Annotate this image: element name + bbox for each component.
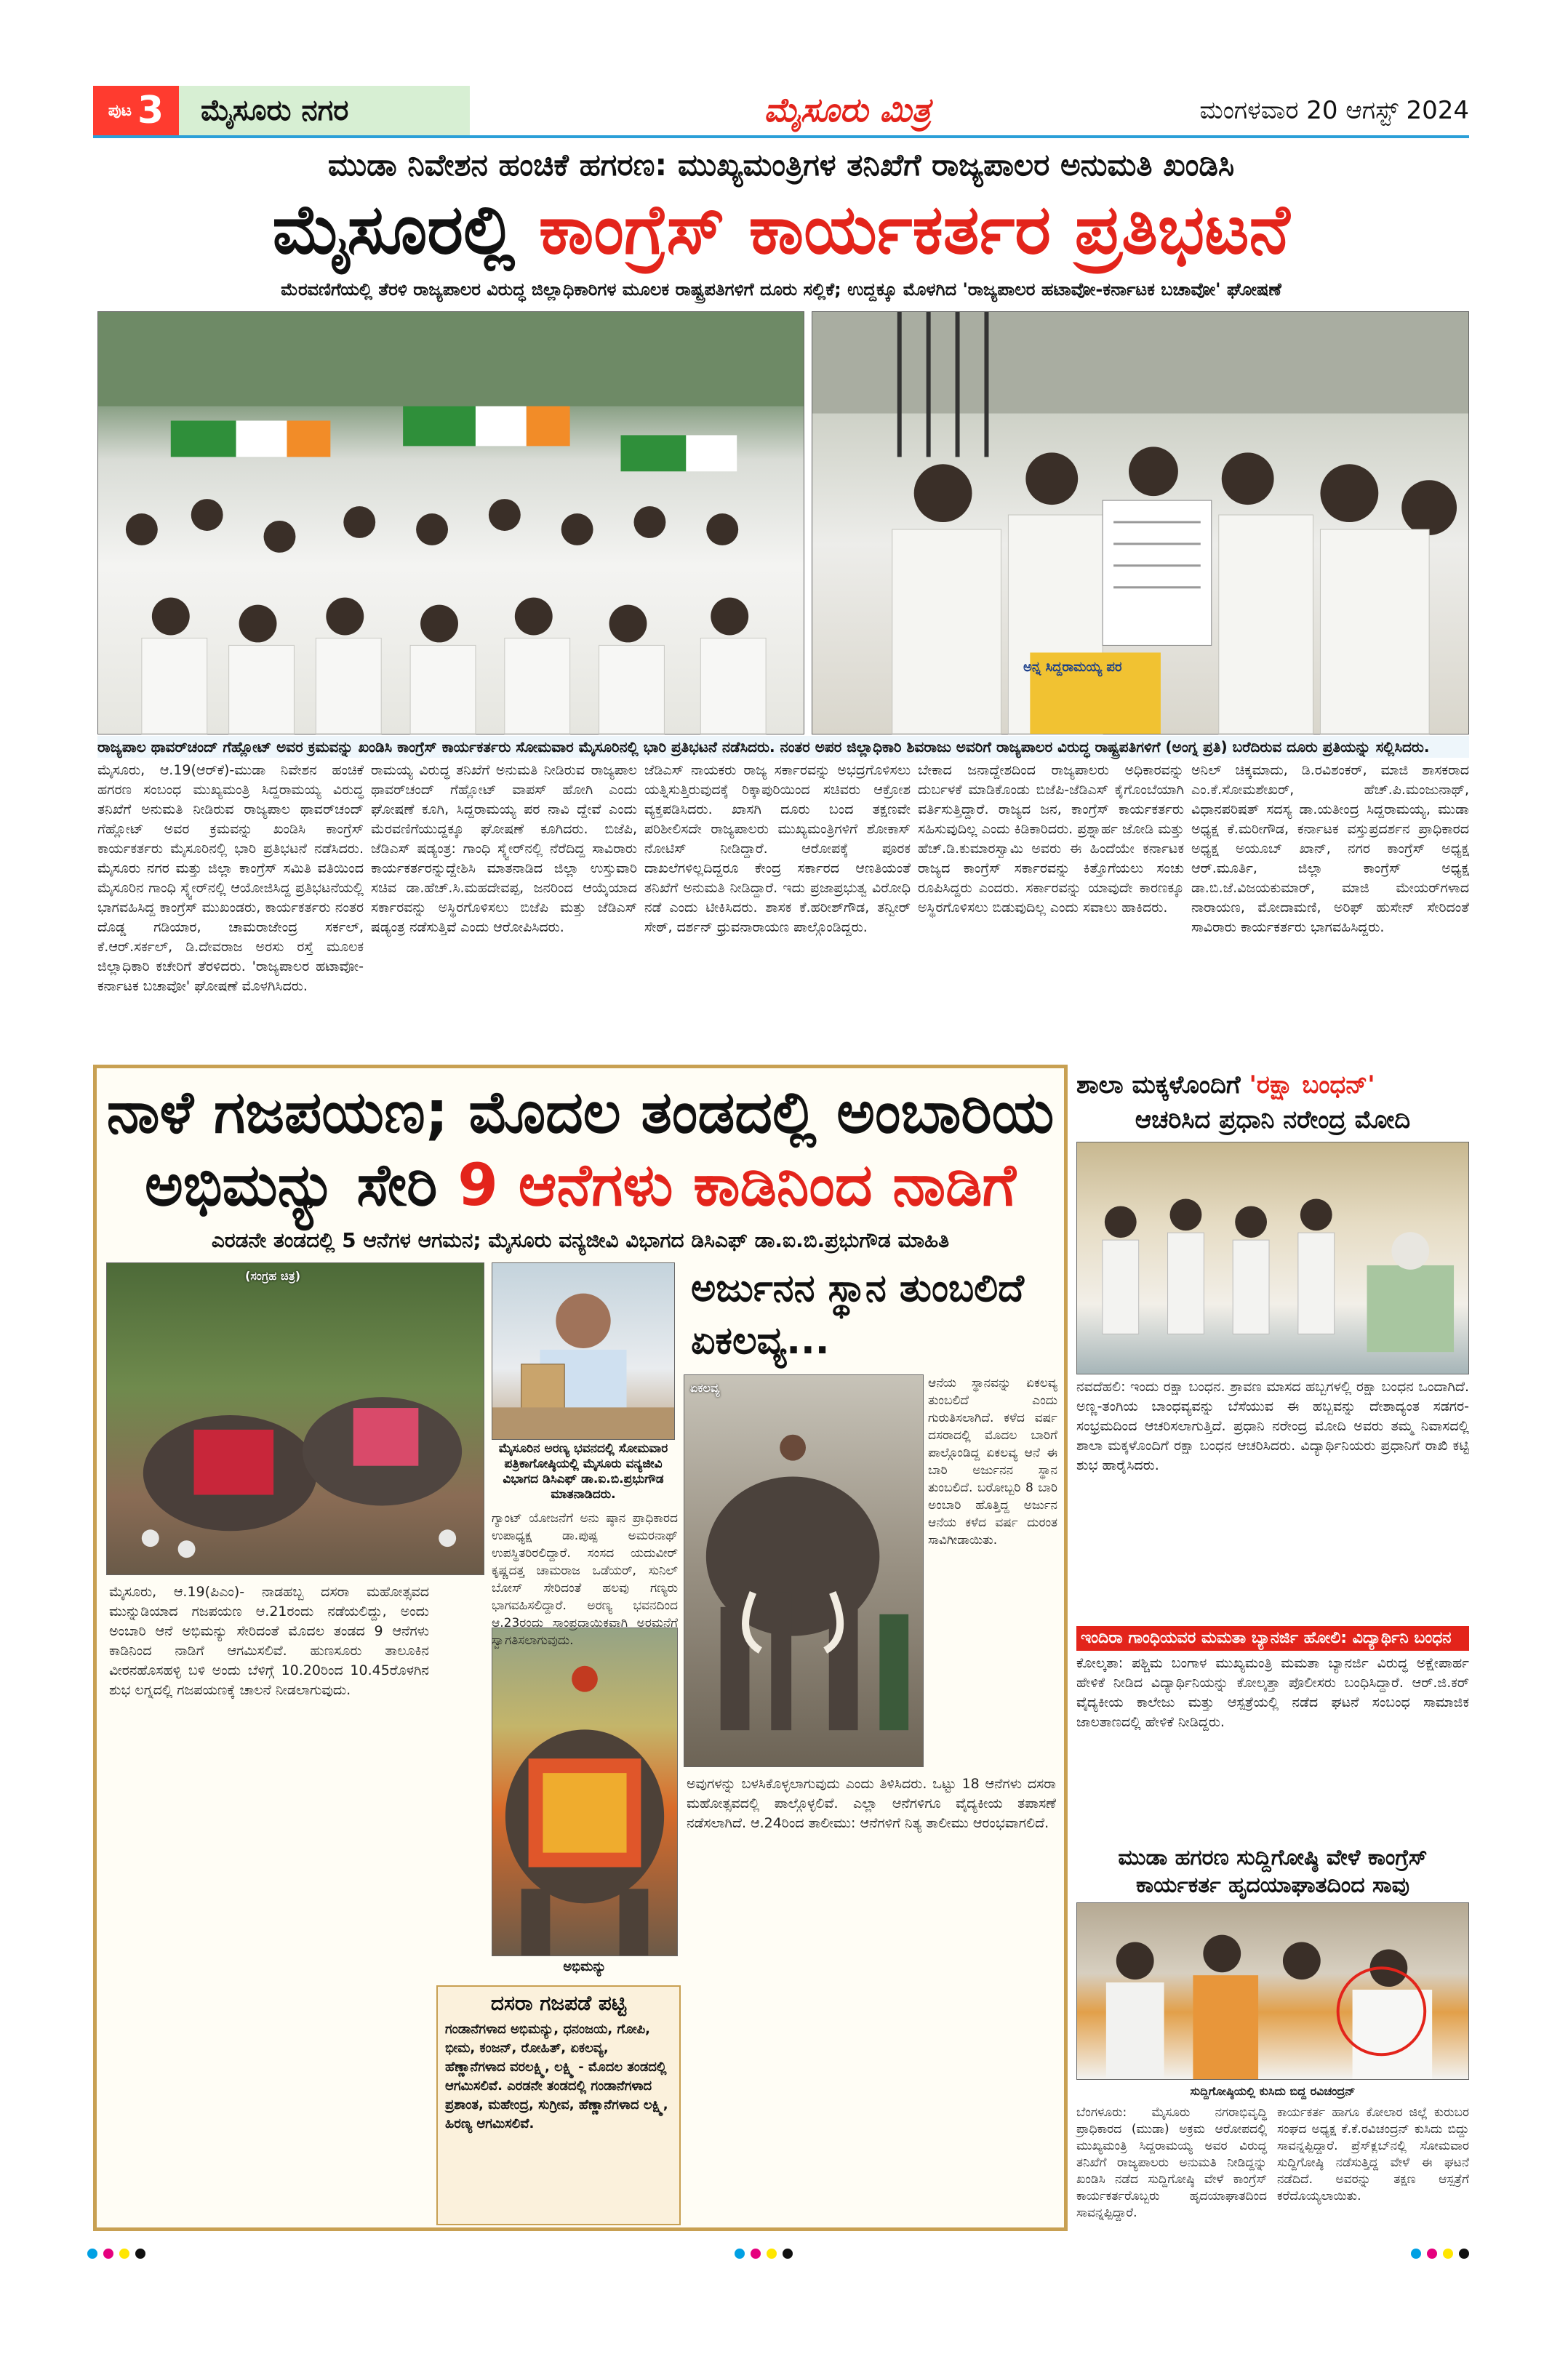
raksha-headline-line2: ಆಚರಿಸಿದ ಪ್ರಧಾನಿ ನರೇಂದ್ರ ಮೋದಿ	[1135, 1105, 1411, 1134]
registration-dot	[1443, 2249, 1453, 2259]
lead-photo-caption: ರಾಜ್ಯಪಾಲ ಥಾವರ್‌ಚಂದ್ ಗೆಹ್ಲೋಟ್ ಅವರ ಕ್ರಮವನ್ನು ಖಂಡಿಸಿ ಕಾಂಗ್ರೆಸ್ ಕಾರ್ಯಕರ್ತರು ಸೋಮವಾರ ಮೈಸೂರಿನಲ್ಲಿ ಭಾರಿ ಪ್ರತಿಭಟನೆ ನಡೆಸಿದರು. ನಂತರ ಅಪರ ಜಿಲ್ಲಾಧಿಕಾರಿ ಶಿವರಾಜು ಅವರಿಗೆ ರಾಜ್ಯಪಾಲರ ವಿರುದ್ಧ ರಾಷ್ಟ್ರಪತಿಗಳಿಗೆ (ಅಂಗ್ನ ಪ್ರತಿ) ಬರೆದಿರುವ ದೂರು ಪ್ರತಿಯನ್ನು ಸಲ್ಲಿಸಿದರು.	[97, 736, 1469, 758]
gajapayana-headline-red: 9 ಆನೆಗಳು ಕಾಡಿನಿಂದ ನಾಡಿಗೆ	[457, 1151, 1016, 1219]
lead-column-1: ಮೈಸೂರು, ಆ.19(ಆರ್‌ಕೆ)-ಮುಡಾ ನಿವೇಶನ ಹಂಚಿಕೆ ಹಗರಣ ಸಂಬಂಧ ಮುಖ್ಯಮಂತ್ರಿ ಸಿದ್ದರಾಮಯ್ಯ ವಿರುದ್ಧ ತನಿಖೆಗೆ ಅನುಮತಿ ನೀಡಿರುವ ರಾಜ್ಯಪಾಲ ಥಾವರ್‌ಚಂದ್ ಗೆಹ್ಲೋಟ್ ಅವರ ಕ್ರಮವನ್ನು ಖಂಡಿಸಿ ಕಾಂಗ್ರೆಸ್ ಕಾರ್ಯಕರ್ತರು ಮೈಸೂರಿನಲ್ಲಿ ಭಾರಿ ಪ್ರತಿಭಟನೆ ನಡೆಸಿದರು. ಮೈಸೂರು ನಗರ ಮತ್ತು ಜಿಲ್ಲಾ ಕಾಂಗ್ರೆಸ್ ಸಮಿತಿ ವತಿಯಿಂದ ಮೈಸೂರಿನ ಗಾಂಧಿ ಸ್ಕ್ವೇರ್‌ನಲ್ಲಿ ಆಯೋಜಿಸಿದ್ದ ಪ್ರತಿಭಟನೆಯಲ್ಲಿ ಭಾಗವಹಿಸಿದ್ದ ಕಾಂಗ್ರೆಸ್ ಮುಖಂಡರು, ಕಾರ್ಯಕರ್ತರು ನಂತರ ದೊಡ್ಡ ಗಡಿಯಾರ, ಚಾಮರಾಜೇಂದ್ರ ಸರ್ಕಲ್, ಕೆ.ಆರ್.ಸರ್ಕಲ್, ಡಿ.ದೇವರಾಜ ಅರಸು ರಸ್ತೆ ಮೂಲಕ ಜಿಲ್ಲಾಧಿಕಾರಿ ಕಚೇರಿಗೆ ತೆರಳಿದರು. 'ರಾಜ್ಯಪಾಲರ ಹಟಾವೋ-ಕರ್ನಾಟಕ ಬಚಾವೋ' ಘೋಷಣೆ ಮೊಳಗಿಸಿದರು.	[97, 762, 364, 994]
abhimanyu-illustration	[492, 1628, 677, 1955]
gajapayana-headline-line1: ನಾಳೆ ಗಜಪಯಣ; ಮೊದಲ ತಂಡದಲ್ಲಿ ಅಂಬಾರಿಯ	[106, 1078, 1055, 1146]
page-label: ಪುಟ	[108, 101, 132, 120]
page-number: 3	[137, 89, 164, 132]
lead-column-3: ಜೆಡಿಎಸ್ ನಾಯಕರು ರಾಜ್ಯ ಸರ್ಕಾರವನ್ನು ಅಭದ್ರಗೊಳಿಸಲು ಯತ್ನಿಸುತ್ತಿರುವುದಕ್ಕೆ ರಿಕ್ಕಾಪುರಿಯಿಂದ ಸಚಿವರು ಆಕ್ರೋಶ ವ್ಯಕ್ತಪಡಿಸಿದರು. ಖಾಸಗಿ ದೂರು ಬಂದ ತಕ್ಷಣವೇ ಪರಿಶೀಲಿಸದೇ ರಾಜ್ಯಪಾಲರು ಮುಖ್ಯಮಂತ್ರಿಗಳಿಗೆ ಶೋಕಾಸ್ ನೋಟಿಸ್ ನೀಡಿದ್ದಾರೆ. ಆರೋಪಕ್ಕೆ ಪೂರಕ ದಾಖಲೆಗಳಿಲ್ಲದಿದ್ದರೂ ಕೇಂದ್ರ ಸರ್ಕಾರದ ಆಣತಿಯಂತೆ ತನಿಖೆಗೆ ಅನುಮತಿ ನೀಡಿದ್ದಾರೆ. ಇದು ಪ್ರಜಾಪ್ರಭುತ್ವ ವಿರೋಧಿ ನಡೆ ಎಂದು ಟೀಕಿಸಿದರು. ಶಾಸಕ ಕೆ.ಹರೀಶ್‌ಗೌಡ, ತನ್ವೀರ್ ಸೇಠ್, ದರ್ಶನ್ ಧ್ರುವನಾರಾಯಣ ಪಾಲ್ಗೊಂಡಿದ್ದರು.	[644, 762, 911, 935]
lead-column-4: ಬೇಕಾದ ಜನಾದ್ದೇಶದಿಂದ ರಾಜ್ಯಪಾಲರು ಅಧಿಕಾರವನ್ನು ದುರ್ಬಳಕೆ ಮಾಡಿಕೊಂಡು ಬಿಜೆಪಿ-ಜೆಡಿಎಸ್ ಕೈಗೊಂಬೆಯಾಗಿ ವರ್ತಿಸುತ್ತಿದ್ದಾರೆ. ರಾಜ್ಯದ ಜನ, ಕಾಂಗ್ರೆಸ್ ಕಾರ್ಯಕರ್ತರು ಸಹಿಸುವುದಿಲ್ಲ ಎಂದು ಕಿಡಿಕಾರಿದರು. ಪ್ರಶ್ನಾರ್ಹ ಜೋಡಿ ಮತ್ತು ಹೆಚ್.ಡಿ.ಕುಮಾರಸ್ವಾಮಿ ಅವರು ಈ ಹಿಂದೆಯೇ ಕರ್ನಾಟಕ ರಾಜ್ಯದ ಕಾಂಗ್ರೆಸ್ ಸರ್ಕಾರವನ್ನು ಕಿತ್ತೊಗೆಯಲು ಸಂಚು ರೂಪಿಸಿದ್ದರು ಎಂದರು. ಸರ್ಕಾರವನ್ನು ಯಾವುದೇ ಕಾರಣಕ್ಕೂ ಅಸ್ಥಿರಗೊಳಿಸಲು ಬಿಡುವುದಿಲ್ಲ ಎಂದು ಸವಾಲು ಹಾಕಿದರು.	[918, 762, 1184, 916]
ekalavya-label: ಏಕಲವ್ಯ	[690, 1381, 720, 1395]
color-registration-right	[1411, 2249, 1469, 2259]
muda-column-2: ಕಾರ್ಯಕರ್ತ ಹಾಗೂ ಕೋಲಾರ ಜಿಲ್ಲೆ ಕುರುಬರ ಸಂಘದ ಅಧ್ಯಕ್ಷ ಕೆ.ಕೆ.ರವಿಚಂದ್ರನ್ ಕುಸಿದು ಬಿದ್ದು ಸಾವನ್ನಪ್ಪಿದ್ದಾರೆ. ಪ್ರೆಸ್‌ಕ್ಲಬ್‌ನಲ್ಲಿ ಸೋಮವಾರ ಸುದ್ದಿಗೋಷ್ಠಿ ನಡೆಸುತ್ತಿದ್ದ ವೇಳೆ ಈ ಘಟನೆ ನಡೆದಿದೆ. ಅವರನ್ನು ತಕ್ಷಣ ಆಸ್ಪತ್ರೆಗೆ ಕರೆದೊಯ್ಯಲಾಯಿತು.	[1277, 2105, 1469, 2203]
arjuna-headline: ಅರ್ಜುನನ ಸ್ಥಾನ ತುಂಬಲಿದೆ ಏಕಲವ್ಯ...	[691, 1267, 1024, 1363]
abhimanyu-caption: ಅಭಿಮನ್ಯು	[563, 1959, 607, 1974]
paper-name: ಮೈಸೂರು ಮಿತ್ರ	[764, 90, 931, 129]
ekalavya-elephant-photo	[684, 1374, 924, 1767]
lead-headline	[93, 191, 1469, 271]
registration-dot	[767, 2249, 777, 2259]
memorandum-submission-photo	[812, 311, 1469, 734]
protest-crowd-illustration	[98, 312, 804, 734]
officer-illustration	[492, 1263, 674, 1439]
raksha-headline-line1	[1076, 1068, 1469, 1102]
muda-pressmeet-headline: ಮುಡಾ ಹಗರಣ ಸುದ್ದಿಗೋಷ್ಠಿ ವೇಳೆ ಕಾಂಗ್ರೆಸ್ ಕಾರ್ಯಕರ್ತ ಹೃದಯಾಘಾತದಿಂದ ಸಾವು	[1118, 1845, 1428, 1898]
color-registration-left	[87, 2249, 145, 2259]
registration-dot	[1459, 2249, 1469, 2259]
ekalavya-illustration	[684, 1375, 923, 1766]
banner-text: ಅನ್ನ ಸಿದ್ದರಾಮಯ್ಯ ಪರ	[1023, 660, 1122, 675]
elephant-procession-photo	[106, 1262, 484, 1575]
photo-archive-label: (ಸಂಗ್ರಹ ಚಿತ್ರ)	[245, 1269, 301, 1283]
student-arrest-body: ಕೋಲ್ಕತಾ: ಪಶ್ಚಿಮ ಬಂಗಾಳ ಮುಖ್ಯಮಂತ್ರಿ ಮಮತಾ ಬ್ಯಾನರ್ಜಿ ವಿರುದ್ಧ ಅಕ್ಷೇಪಾರ್ಹ ಹೇಳಿಕೆ ನೀಡಿದ ವಿದ್ಯಾರ್ಥಿನಿಯನ್ನು ಕೋಲ್ಕತ್ತಾ ಪೊಲೀಸರು ಬಂಧಿಸಿದ್ದಾರೆ. ಆರ್.ಜಿ.ಕರ್ ವೈದ್ಯಕೀಯ ಕಾಲೇಜು ಮತ್ತು ಆಸ್ಪತ್ರೆಯಲ್ಲಿ ನಡೆದ ಘಟನೆ ಸಂಬಂಧ ಸಾಮಾಜಿಕ ಜಾಲತಾಣದಲ್ಲಿ ಹೇಳಿಕೆ ನೀಡಿದ್ದರು.	[1076, 1655, 1469, 1730]
raksha-headline-black: ಶಾಲಾ ಮಕ್ಕಳೊಂದಿಗೆ	[1076, 1070, 1241, 1100]
raksha-bandhan-photo	[1076, 1142, 1469, 1374]
lead-column-2: ರಾಮಯ್ಯ ವಿರುದ್ಧ ತನಿಖೆಗೆ ಅನುಮತಿ ನೀಡಿರುವ ರಾಜ್ಯಪಾಲ ಥಾವರ್‌ಚಂದ್ ಗೆಹ್ಲೋಟ್ ವಾಪಸ್ ಹೋಗಿ ಎಂದು ಘೋಷಣೆ ಕೂಗಿ, ಸಿದ್ದರಾಮಯ್ಯ ಪರ ನಾವಿ ದ್ದೇವೆ ಎಂದು ಮೆರವಣಿಗೆಯುದ್ದಕ್ಕೂ ಘೋಷಣೆ ಕೂಗಿದರು. ಬಿಜೆಪಿ, ಜೆಡಿಎಸ್ ಷಡ್ಯಂತ್ರ: ಗಾಂಧಿ ಸ್ಕ್ವೇರ್‌ನಲ್ಲಿ ನೆರೆದಿದ್ದ ಸಾವಿರಾರು ಕಾರ್ಯಕರ್ತರನ್ನುದ್ದೇಶಿಸಿ ಮಾತನಾಡಿದ ಜಿಲ್ಲಾ ಉಸ್ತುವಾರಿ ಸಚಿವ ಡಾ.ಹೆಚ್.ಸಿ.ಮಹದೇವಪ್ಪ, ಜನರಿಂದ ಆಯ್ಕೆಯಾದ ಸರ್ಕಾರವನ್ನು ಅಸ್ಥಿರಗೊಳಿಸಲು ಬಿಜೆಪಿ ಮತ್ತು ಜೆಡಿಎಸ್ ಷಡ್ಯಂತ್ರ ನಡೆಸುತ್ತಿವೆ ಎಂದು ಆರೋಪಿಸಿದರು.	[371, 762, 637, 935]
abhimanyu-elephant-photo	[492, 1628, 678, 1956]
protest-march-photo	[97, 311, 804, 734]
raksha-headline-red: 'ರಕ್ಷಾ ಬಂಧನ್'	[1249, 1070, 1375, 1100]
registration-dot	[103, 2249, 113, 2259]
raksha-body: ನವದೆಹಲಿ: ಇಂದು ರಕ್ಷಾ ಬಂಧನ. ಶ್ರಾವಣ ಮಾಸದ ಹಬ್ಬಗಳಲ್ಲಿ ರಕ್ಷಾ ಬಂಧನ ಒಂದಾಗಿದೆ. ಅಣ್ಣ-ತಂಗಿಯ ಬಾಂಧವ್ಯವನ್ನು ಬೆಸೆಯುವ ಈ ಹಬ್ಬವನ್ನು ದೇಶಾದ್ಯಂತ ಸಡಗರ-ಸಂಭ್ರಮದಿಂದ ಆಚರಿಸಲಾಗುತ್ತಿದೆ. ಪ್ರಧಾನಿ ನರೇಂದ್ರ ಮೋದಿ ಅವರು ತಮ್ಮ ನಿವಾಸದಲ್ಲಿ ಶಾಲಾ ಮಕ್ಕಳೊಂದಿಗೆ ರಕ್ಷಾ ಬಂಧನ ಆಚರಿಸಿದರು. ವಿದ್ಯಾರ್ಥಿನಿಯರು ಪ್ರಧಾನಿಗೆ ರಾಖಿ ಕಟ್ಟಿ ಶುಭ ಹಾರೈಸಿದರು.	[1076, 1379, 1469, 1473]
raksha-illustration	[1077, 1142, 1468, 1374]
lead-headline-red: ಕಾಂಗ್ರೆಸ್ ಕಾರ್ಯಕರ್ತರ ಪ್ರತಿಭಟನೆ	[538, 191, 1290, 270]
gajapayana-column-4: ಅವುಗಳನ್ನು ಬಳಸಿಕೊಳ್ಳಲಾಗುವುದು ಎಂದು ತಿಳಿಸಿದರು. ಒಟ್ಟು 18 ಆನೆಗಳು ದಸರಾ ಮಹೋತ್ಸವದಲ್ಲಿ ಪಾಲ್ಗೊಳ್ಳಲಿವೆ. ಎಲ್ಲಾ ಆನೆಗಳಿಗೂ ವೈದ್ಯಕೀಯ ತಪಾಸಣೆ ನಡೆಸಲಾಗಿದೆ. ಆ.24ರಿಂದ ತಾಲೀಮು: ಆನೆಗಳಿಗೆ ನಿತ್ಯ ತಾಲೀಮು ಆರಂಭವಾಗಲಿದೆ.	[687, 1776, 1056, 1831]
dasara-list-body: ಗಂಡಾನೆಗಳಾದ ಅಭಿಮನ್ಯು, ಧನಂಜಯ, ಗೋಪಿ, ಭೀಮ, ಕಂಜನ್, ರೋಹಿತ್, ಏಕಲವ್ಯ, ಹೆಣ್ಣಾನೆಗಳಾದ ವರಲಕ್ಷ್ಮಿ, ಲಕ್ಷ್ಮಿ - ಮೊದಲ ತಂಡದಲ್ಲಿ ಆಗಮಿಸಲಿವೆ. ಎರಡನೇ ತಂಡದಲ್ಲಿ ಗಂಡಾನೆಗಳಾದ ಪ್ರಶಾಂತ, ಮಹೇಂದ್ರ, ಸುಗ್ರೀವ, ಹೆಣ್ಣಾನೆಗಳಾದ ಲಕ್ಷ್ಮಿ, ಹಿರಣ್ಯ ಆಗಮಿಸಲಿವೆ.	[445, 2022, 668, 2131]
registration-dot	[1411, 2249, 1421, 2259]
gajapayana-column-2: ಗ್ಯಾಂಟ್ ಯೋಜನೆಗೆ ಅನು ಷ್ಠಾನ ಪ್ರಾಧಿಕಾರದ ಉಪಾಧ್ಯಕ್ಷ ಡಾ.ಪುಷ್ಪ ಅಮರನಾಥ್ ಉಪಸ್ಥಿತರಿರಲಿದ್ದಾರೆ. ಸಂಸದ ಯದುವೀರ್ ಕೃಷ್ಣದತ್ತ ಚಾಮರಾಜ ಒಡೆಯರ್, ಸುನಿಲ್ ಬೋಸ್ ಸೇರಿದಂತೆ ಹಲವು ಗಣ್ಯರು ಭಾಗವಹಿಸಲಿದ್ದಾರೆ. ಅರಣ್ಯ ಭವನದಿಂದ ಆ.23ರಂದು ಸಾಂಪ್ರದಾಯಿಕವಾಗಿ ಅರಮನೆಗೆ ಸ್ವಾಗತಿಸಲಾಗುವುದು.	[492, 1511, 678, 1648]
gajapayana-subdeck: ಎರಡನೇ ತಂಡದಲ್ಲಿ 5 ಆನೆಗಳ ಆಗಮನ; ಮೈಸೂರು ವನ್ಯಜೀವಿ ವಿಭಾಗದ ಡಿಸಿಎಫ್ ಡಾ.ಐ.ಬಿ.ಪ್ರಭುಗೌಡ ಮಾಹಿತಿ	[211, 1228, 950, 1252]
color-registration-center	[735, 2249, 793, 2259]
registration-dot	[135, 2249, 145, 2259]
dcf-officer-caption: ಮೈಸೂರಿನ ಅರಣ್ಯ ಭವನದಲ್ಲಿ ಸೋಮವಾರ ಪತ್ರಿಕಾಗೋಷ್ಠಿಯಲ್ಲಿ ಮೈಸೂರು ವನ್ಯಜೀವಿ ವಿಭಾಗದ ಡಿಸಿಎಫ್ ಡಾ.ಐ.ಬಿ.ಪ್ರಭುಗೌಡ ಮಾತನಾಡಿದರು.	[498, 1441, 668, 1502]
gajapayana-headline-line2	[102, 1149, 1059, 1222]
dasara-elephant-list-box	[436, 1985, 681, 2225]
section-title: ಮೈಸೂರು ನಗರ	[179, 86, 470, 135]
muda-column-1: ಬೆಂಗಳೂರು: ಮೈಸೂರು ನಗರಾಭಿವೃದ್ಧಿ ಪ್ರಾಧಿಕಾರದ (ಮುಡಾ) ಅಕ್ರಮ ಆರೋಪದಲ್ಲಿ ಮುಖ್ಯಮಂತ್ರಿ ಸಿದ್ದರಾಮಯ್ಯ ಅವರ ವಿರುದ್ಧ ತನಿಖೆಗೆ ರಾಜ್ಯಪಾಲರು ಅನುಮತಿ ನೀಡಿದ್ದನ್ನು ಖಂಡಿಸಿ ನಡೆದ ಸುದ್ದಿಗೋಷ್ಠಿ ವೇಳೆ ಕಾಂಗ್ರೆಸ್ ಕಾರ್ಯಕರ್ತರೊಬ್ಬರು ಹೃದಯಾಘಾತದಿಂದ ಸಾವನ್ನಪ್ಪಿದ್ದಾರೆ.	[1076, 2105, 1267, 2220]
gajapayana-column-3: ಆನೆಯ ಸ್ಥಾನವನ್ನು ಏಕಲವ್ಯ ತುಂಬಲಿದೆ ಎಂದು ಗುರುತಿಸಲಾಗಿದೆ. ಕಳೆದ ವರ್ಷ ದಸರಾದಲ್ಲಿ ಮೊದಲ ಬಾರಿಗೆ ಪಾಲ್ಗೊಂಡಿದ್ದ ಏಕಲವ್ಯ ಆನೆ ಈ ಬಾರಿ ಅರ್ಜುನನ ಸ್ಥಾನ ತುಂಬಲಿದೆ. ಬರೋಬ್ಬರಿ 8 ಬಾರಿ ಅಂಬಾರಿ ಹೊತ್ತಿದ್ದ ಅರ್ಜುನ ಆನೆಯ ಕಳೆದ ವರ್ಷ ದುರಂತ ಸಾವಿಗೀಡಾಯಿತು.	[928, 1376, 1057, 1548]
registration-dot	[119, 2249, 129, 2259]
pressmeet-caption: ಸುದ್ದಿಗೋಷ್ಠಿಯಲ್ಲಿ ಕುಸಿದು ಬಿದ್ದ ರವಿಚಂದ್ರನ್	[1190, 2084, 1356, 2098]
registration-dot	[1427, 2249, 1437, 2259]
dcf-officer-photo	[492, 1262, 675, 1440]
lead-headline-black: ಮೈಸೂರಲ್ಲಿ	[272, 191, 516, 270]
elephant-procession-illustration	[107, 1263, 484, 1574]
lead-subdeck: ಮೆರವಣಿಗೆಯಲ್ಲಿ ತೆರಳಿ ರಾಜ್ಯಪಾಲರ ವಿರುದ್ಧ ಜಿಲ್ಲಾಧಿಕಾರಿಗಳ ಮೂಲಕ ರಾಷ್ಟ್ರಪತಿಗಳಿಗೆ ದೂರು ಸಲ್ಲಿಕೆ; ಉದ್ದಕ್ಕೂ ಮೊಳಗಿದ 'ರಾಜ್ಯಪಾಲರ ಹಟಾವೋ-ಕರ್ನಾಟಕ ಬಚಾವೋ' ಘೋಷಣೆ	[281, 279, 1281, 300]
memorandum-illustration	[812, 312, 1468, 734]
lead-column-5: ಅನಿಲ್ ಚಿಕ್ಕಮಾದು, ಡಿ.ರವಿಶಂಕರ್, ಮಾಜಿ ಶಾಸಕರಾದ ಎಂ.ಕೆ.ಸೋಮಶೇಖರ್, ಹೆಚ್.ಪಿ.ಮಂಜುನಾಥ್, ವಿಧಾನಪರಿಷತ್ ಸದಸ್ಯ ಡಾ.ಯತೀಂದ್ರ ಸಿದ್ದರಾಮಯ್ಯ, ಮುಡಾ ಅಧ್ಯಕ್ಷ ಕೆ.ಮರೀಗೌಡ, ಕರ್ನಾಟಕ ವಸ್ತುಪ್ರದರ್ಶನ ಪ್ರಾಧಿಕಾರದ ಅಧ್ಯಕ್ಷ ಅಯೂಬ್ ಖಾನ್, ನಗರ ಕಾಂಗ್ರೆಸ್ ಅಧ್ಯಕ್ಷ ಆರ್.ಮೂರ್ತಿ, ಜಿಲ್ಲಾ ಕಾಂಗ್ರೆಸ್ ಅಧ್ಯಕ್ಷ ಡಾ.ಬಿ.ಜೆ.ವಿಜಯಕುಮಾರ್, ಮಾಜಿ ಮೇಯರ್‌ಗಳಾದ ನಾರಾಯಣ, ಮೋದಾಮಣಿ, ಅರಿಫ್ ಹುಸೇನ್ ಸೇರಿದಂತೆ ಸಾವಿರಾರು ಕಾರ್ಯಕರ್ತರು ಭಾಗವಹಿಸಿದ್ದರು.	[1191, 762, 1469, 935]
student-arrest-headline: ಇಂದಿರಾ ಗಾಂಧಿಯವರ ಮಮತಾ ಬ್ಯಾನರ್ಜಿ ಹೋಲಿ: ವಿದ್ಯಾರ್ಥಿನಿ ಬಂಧನ	[1076, 1626, 1469, 1651]
lead-kicker: ಮುಡಾ ನಿವೇಶನ ಹಂಚಿಕೆ ಹಗರಣ: ಮುಖ್ಯಮಂತ್ರಿಗಳ ತನಿಖೆಗೆ ರಾಜ್ಯಪಾಲರ ಅನುಮತಿ ಖಂಡಿಸಿ	[327, 147, 1235, 183]
registration-dot	[735, 2249, 745, 2259]
page-number-badge	[93, 86, 179, 135]
masthead-rule	[93, 135, 1469, 138]
gajapayana-headline-black: ಅಭಿಮನ್ಯು ಸೇರಿ	[145, 1151, 438, 1219]
dasara-list-title: ದಸರಾ ಗಜಪಡೆ ಪಟ್ಟಿ	[490, 1991, 627, 2015]
gajapayana-column-1: ಮೈಸೂರು, ಆ.19(ಪಿಎಂ)- ನಾಡಹಬ್ಬ ದಸರಾ ಮಹೋತ್ಸವದ ಮುನ್ನುಡಿಯಾದ ಗಜಪಯಣ ಆ.21ರಂದು ನಡೆಯಲಿದ್ದು, ಅಂದು ಅಂಬಾರಿ ಆನೆ ಅಭಿಮನ್ಯು ಸೇರಿದಂತೆ ಮೊದಲ ತಂಡದ 9 ಆನೆಗಳು ಕಾಡಿನಿಂದ ನಾಡಿಗೆ ಆಗಮಿಸಲಿವೆ. ಹುಣಸೂರು ತಾಲೂಕಿನ ವೀರನಹೊಸಹಳ್ಳಿ ಬಳಿ ಅಂದು ಬೆಳಿಗ್ಗೆ 10.20ರಿಂದ 10.45ರೊಳಗಿನ ಶುಭ ಲಗ್ನದಲ್ಲಿ ಗಜಪಯಣಕ್ಕೆ ಚಾಲನೆ ನೀಡಲಾಗುವುದು.	[109, 1584, 429, 1698]
pressmeet-photo	[1076, 1902, 1469, 2080]
pressmeet-illustration	[1077, 1903, 1468, 2079]
registration-dot	[783, 2249, 793, 2259]
registration-dot	[87, 2249, 97, 2259]
registration-dot	[751, 2249, 761, 2259]
issue-date: ಮಂಗಳವಾರ 20 ಆಗಸ್ಟ್ 2024	[1199, 96, 1469, 125]
